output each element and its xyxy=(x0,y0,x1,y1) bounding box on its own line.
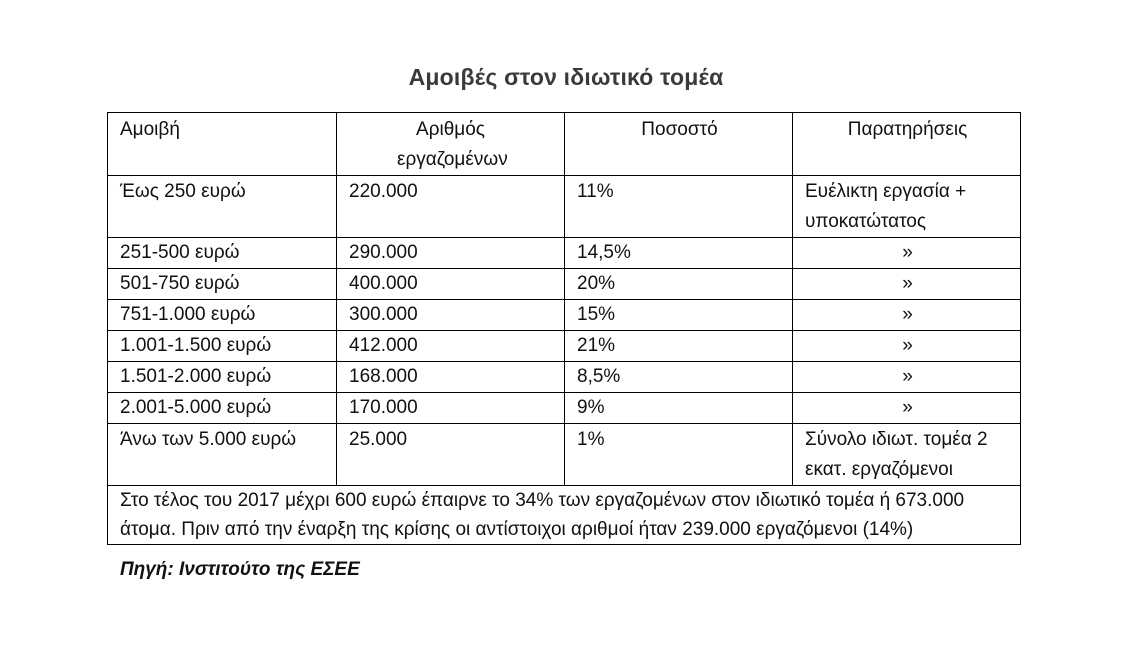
cell-percentage: 9% xyxy=(565,393,793,424)
cell-percentage: 8,5% xyxy=(565,362,793,393)
cell-salary: Άνω των 5.000 ευρώ xyxy=(108,424,337,486)
cell-notes: » xyxy=(793,331,1021,362)
table-header-row xyxy=(108,113,1021,176)
cell-employees: 170.000 xyxy=(337,393,565,424)
salary-table xyxy=(107,112,1021,545)
cell-salary: Έως 250 ευρώ xyxy=(108,176,337,238)
cell-salary: 501-750 ευρώ xyxy=(108,269,337,300)
table-row xyxy=(108,331,1021,362)
cell-notes: » xyxy=(793,362,1021,393)
cell-employees: 300.000 xyxy=(337,300,565,331)
cell-notes: » xyxy=(793,238,1021,269)
cell-employees: 220.000 xyxy=(337,176,565,238)
cell-salary: 751-1.000 ευρώ xyxy=(108,300,337,331)
cell-percentage: 14,5% xyxy=(565,238,793,269)
header-notes: Παρατηρήσεις xyxy=(793,113,1021,176)
header-salary: Αμοιβή xyxy=(108,113,337,176)
table-row xyxy=(108,238,1021,269)
cell-notes: » xyxy=(793,300,1021,331)
footnote-row xyxy=(108,486,1021,545)
table-row xyxy=(108,362,1021,393)
cell-notes: Σύνολο ιδιωτ. τομέα 2 εκατ. εργαζόμενοι xyxy=(793,424,1021,486)
table-row xyxy=(108,176,1021,238)
page-title: Αμοιβές στον ιδιωτικό τομέα xyxy=(408,64,724,90)
cell-notes: » xyxy=(793,269,1021,300)
cell-salary: 251-500 ευρώ xyxy=(108,238,337,269)
cell-employees: 25.000 xyxy=(337,424,565,486)
cell-percentage: 1% xyxy=(565,424,793,486)
cell-employees: 290.000 xyxy=(337,238,565,269)
cell-salary: 1.001-1.500 ευρώ xyxy=(108,331,337,362)
cell-percentage: 21% xyxy=(565,331,793,362)
table-row xyxy=(108,424,1021,486)
table-row xyxy=(108,269,1021,300)
header-employees: Αριθμός εργαζομένων xyxy=(337,113,565,176)
cell-employees: 412.000 xyxy=(337,331,565,362)
header-percentage: Ποσοστό xyxy=(565,113,793,176)
cell-employees: 168.000 xyxy=(337,362,565,393)
table-row xyxy=(108,300,1021,331)
cell-notes: Ευέλικτη εργασία + υποκατώτατος xyxy=(793,176,1021,238)
source-note: Πηγή: Ινστιτούτο της ΕΣΕΕ xyxy=(120,559,360,580)
table-row xyxy=(108,393,1021,424)
cell-salary: 1.501-2.000 ευρώ xyxy=(108,362,337,393)
cell-percentage: 11% xyxy=(565,176,793,238)
cell-salary: 2.001-5.000 ευρώ xyxy=(108,393,337,424)
cell-notes: » xyxy=(793,393,1021,424)
cell-employees: 400.000 xyxy=(337,269,565,300)
cell-percentage: 20% xyxy=(565,269,793,300)
cell-percentage: 15% xyxy=(565,300,793,331)
footnote-text: Στο τέλος του 2017 μέχρι 600 ευρώ έπαιρνε το 34% των εργαζομένων στον ιδιωτικό τομέα ή 673.000 άτομα. Πριν από την έναρξη της κρίσης οι αντίστοιχοι αριθμοί ήταν 239.000 εργαζόμενοι (14%) xyxy=(108,486,1021,545)
